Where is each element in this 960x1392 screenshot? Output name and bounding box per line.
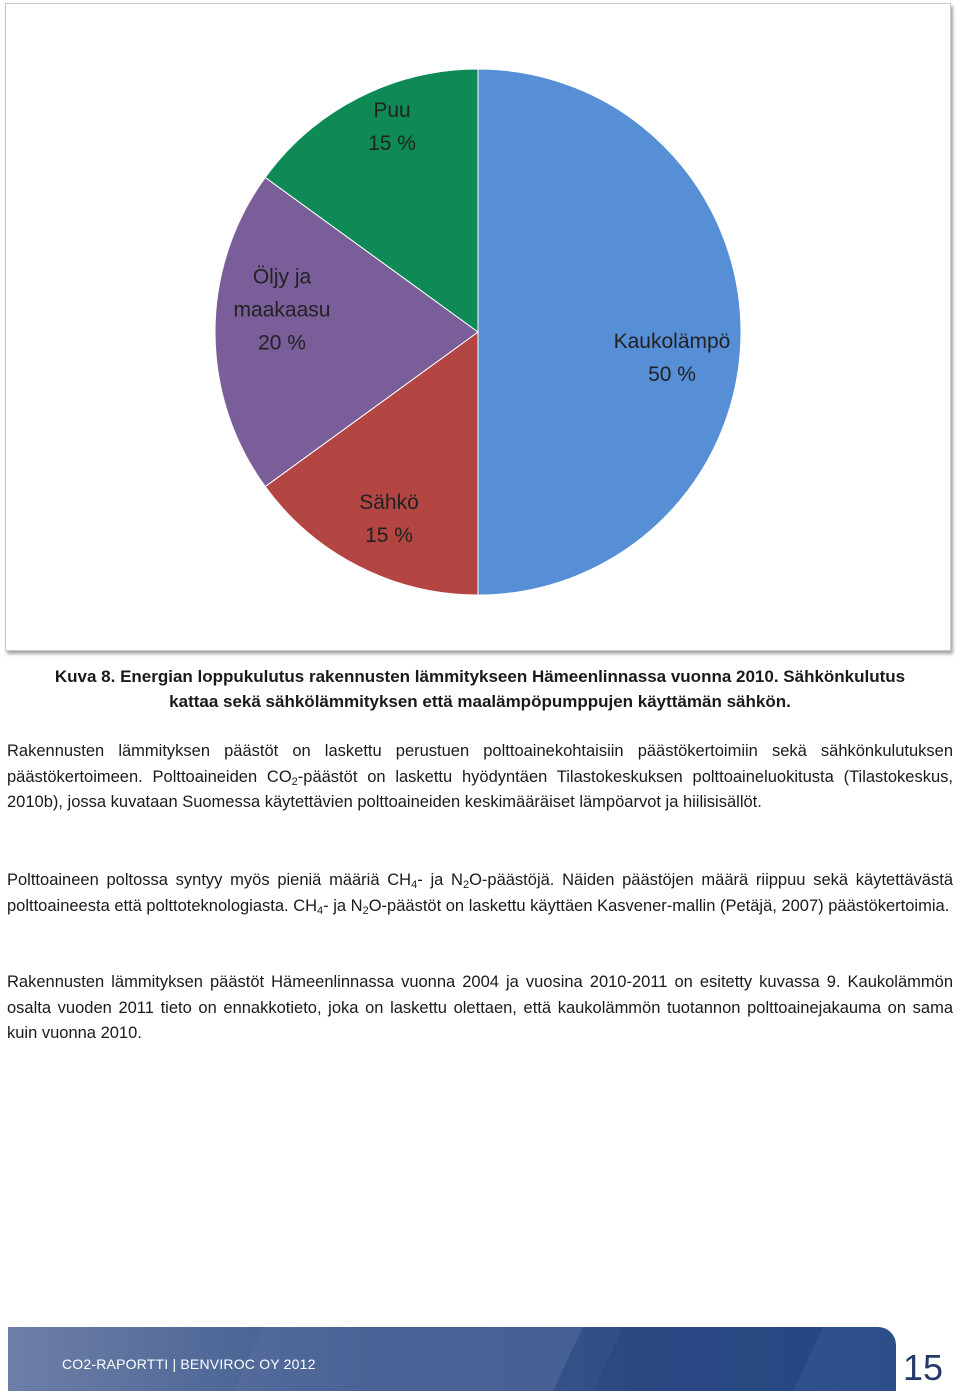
- caption-line-1: Kuva 8. Energian loppukulutus rakennusten lämmitykseen Hämeenlinnassa vuonna 2010. Sähkönkulutus: [54, 667, 906, 686]
- pie-slice-label: Puu: [373, 99, 411, 123]
- pie-slice-label: Sähkö: [359, 491, 419, 515]
- pie-slice-label: 15 %: [365, 524, 413, 548]
- text-run: O-päästöt on laskettu käyttäen Kasvener-mallin (Petäjä, 2007) päästökertoimia.: [368, 896, 950, 915]
- page-number: 15: [903, 1347, 944, 1388]
- pie-slice-label: 15 %: [368, 132, 416, 156]
- text-run: Rakennusten lämmityksen päästöt on laskettu perustuen polttoainekohtaisiin päästökertoimiin sekä sähkönkulutuksen päästökertoimeen. Polttoaineiden CO: [7, 742, 953, 786]
- text-run: Polttoaineen poltossa syntyy myös pieniä määriä CH: [7, 871, 412, 889]
- pie-slice-label: Öljy ja: [252, 265, 312, 289]
- footer-title: CO2-RAPORTTI | BENVIROC OY 2012: [62, 1356, 316, 1372]
- text-run: - ja N: [323, 896, 363, 915]
- pie-slice-label: 20 %: [258, 331, 306, 355]
- paragraph-figure-reference: [7, 970, 953, 1047]
- pie-slice-label: Kaukolämpö: [613, 330, 731, 354]
- text-run: - ja N: [417, 871, 463, 889]
- pie-chart: [6, 4, 950, 650]
- figure-caption: [0, 664, 960, 714]
- paragraph-emission-calculation: [7, 739, 953, 816]
- subscript: 2: [362, 904, 369, 917]
- subscript: 4: [411, 879, 418, 891]
- pie-slice-label: maakaasu: [233, 298, 331, 322]
- caption-line-2: kattaa sekä sähkölämmityksen että maalämpöpumppujen käyttämän sähkön.: [169, 692, 791, 711]
- footer-decoration: [553, 1327, 823, 1391]
- text-run: -päästöt on laskettu hyödyntäen Tilastokeskuksen polttoaineluokitusta (Tilastokeskus, 2010b), jossa kuvataan Suomessa käytettävien polttoaineiden keskimääräiset lämpöarvot ja hiilisisällöt.: [7, 767, 953, 811]
- pie-slice-label: 50 %: [648, 363, 696, 387]
- subscript: 4: [317, 904, 324, 917]
- text-run: Rakennusten lämmityksen päästöt Hämeenlinnassa vuonna 2004 ja vuosina 2010-2011 on esitetty kuvassa 9. Kaukolämmön osalta vuoden 2011 tieto on ennakkotieto, joka on laskettu olettaen, että kaukolämmön tuotannon polttoainejakauma on sama kuin vuonna 2010.: [7, 973, 953, 1042]
- subscript: 2: [462, 879, 470, 891]
- text-run: O-päästöjä. Näiden päästöjen määrä riippuu sekä käytettävästä polttoaineesta että polttoteknologiasta. CH: [7, 871, 953, 915]
- paragraph-ch4-n2o: [7, 868, 953, 919]
- subscript: 2: [291, 775, 298, 788]
- pie-chart-frame: [5, 3, 951, 651]
